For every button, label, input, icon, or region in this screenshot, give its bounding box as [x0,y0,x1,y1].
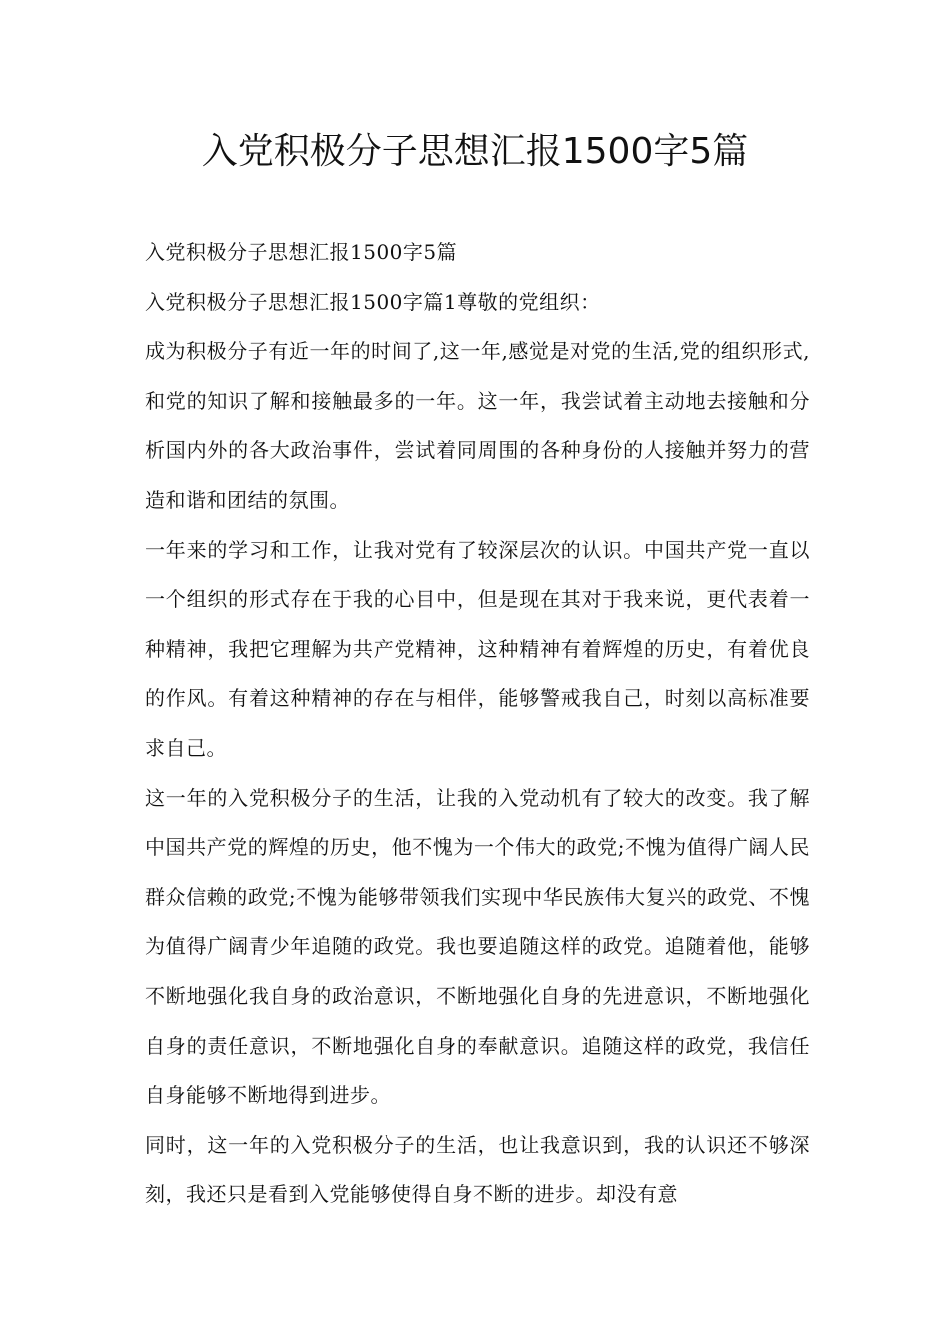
document-title: 入党积极分子思想汇报1500字5篇 [201,131,749,172]
paragraph: 这一年的入党积极分子的生活，让我的入党动机有了较大的改变。我了解中国共产党的辉煌的历史，他不愧为一个伟大的政党;不愧为值得广阔人民群众信赖的政党;不愧为能够带领我们实现中华民族伟大复兴的政党、不愧为值得广阔青少年追随的政党。我也要追随这样的政党。追随着他，能够不断地强化我自身的政治意识，不断地强化自身的先进意识，不断地强化自身的责任意识，不断地强化自身的奉献意识。追随这样的政党，我信任自身能够不断地得到进步。 [145,785,810,1108]
paragraph-salutation: 入党积极分子思想汇报1500字篇1尊敬的党组织： [145,289,601,314]
paragraph: 一年来的学习和工作，让我对党有了较深层次的认识。中国共产党一直以一个组织的形式存在于我的心目中，但是现在其对于我来说，更代表着一种精神，我把它理解为共产党精神，这种精神有着辉煌的历史，有着优良的作风。有着这种精神的存在与相伴，能够警戒我自己，时刻以高标准要求自己。 [145,537,810,760]
document-body [145,228,810,1220]
paragraph: 成为积极分子有近一年的时间了,这一年,感觉是对党的生活,党的组织形式,和党的知识了解和接触最多的一年。这一年，我尝试着主动地去接触和分析国内外的各大政治事件，尝试着同周围的各种身份的人接触并努力的营造和谐和团结的氛围。 [145,339,810,512]
paragraph: 同时，这一年的入党积极分子的生活，也让我意识到，我的认识还不够深刻，我还只是看到入党能够使得自身不断的进步。却没有意 [145,1132,810,1207]
paragraph-subtitle: 入党积极分子思想汇报1500字5篇 [145,240,458,264]
